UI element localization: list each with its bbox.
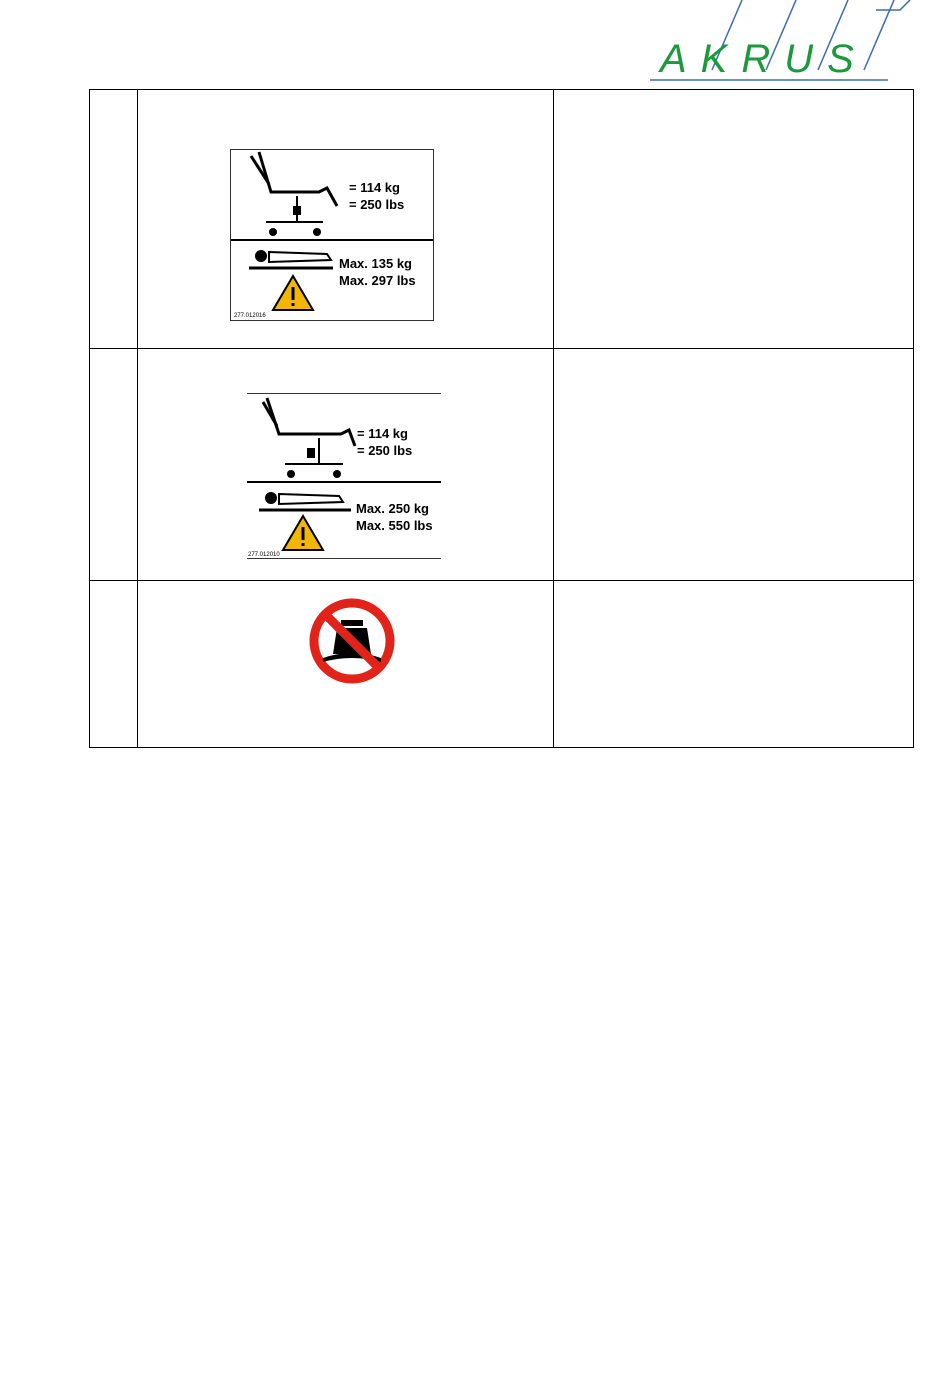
warning-icon	[283, 516, 323, 550]
number-cell	[90, 581, 138, 748]
weight-kg-text: = 114 kg	[349, 180, 400, 195]
label-code: 277.012010	[248, 552, 280, 558]
weight-lbs-text: = 250 lbs	[357, 443, 413, 458]
weight-kg-text: = 114 kg	[357, 426, 408, 441]
table-row	[90, 349, 914, 581]
max-lbs-text: Max. 297 lbs	[339, 273, 416, 288]
description-cell	[554, 90, 914, 349]
table-row	[90, 581, 914, 748]
lying-person-icon	[269, 252, 331, 262]
max-lbs-text: Max. 550 lbs	[356, 518, 433, 533]
weight-lbs-text: = 250 lbs	[349, 197, 405, 212]
sign-cell	[138, 581, 554, 748]
max-kg-text: Max. 135 kg	[339, 256, 412, 271]
max-kg-text: Max. 250 kg	[356, 501, 429, 516]
load-label-2	[247, 393, 441, 559]
label-code: 277.012016	[234, 313, 266, 319]
person-head-icon	[255, 250, 267, 262]
no-load-prohibition-sign	[307, 596, 397, 686]
number-cell	[90, 90, 138, 349]
description-cell	[554, 581, 914, 748]
akrus-logo	[640, 0, 920, 90]
person-head-icon	[265, 492, 277, 504]
labels-table	[89, 89, 914, 748]
label-cell	[138, 90, 554, 349]
load-label-1	[230, 149, 434, 321]
lying-person-icon	[279, 494, 343, 504]
number-cell	[90, 349, 138, 581]
label-cell	[138, 349, 554, 581]
description-cell	[554, 349, 914, 581]
logo-text: AKRUS	[660, 37, 868, 81]
warning-icon	[273, 276, 313, 310]
table-row	[90, 90, 914, 349]
